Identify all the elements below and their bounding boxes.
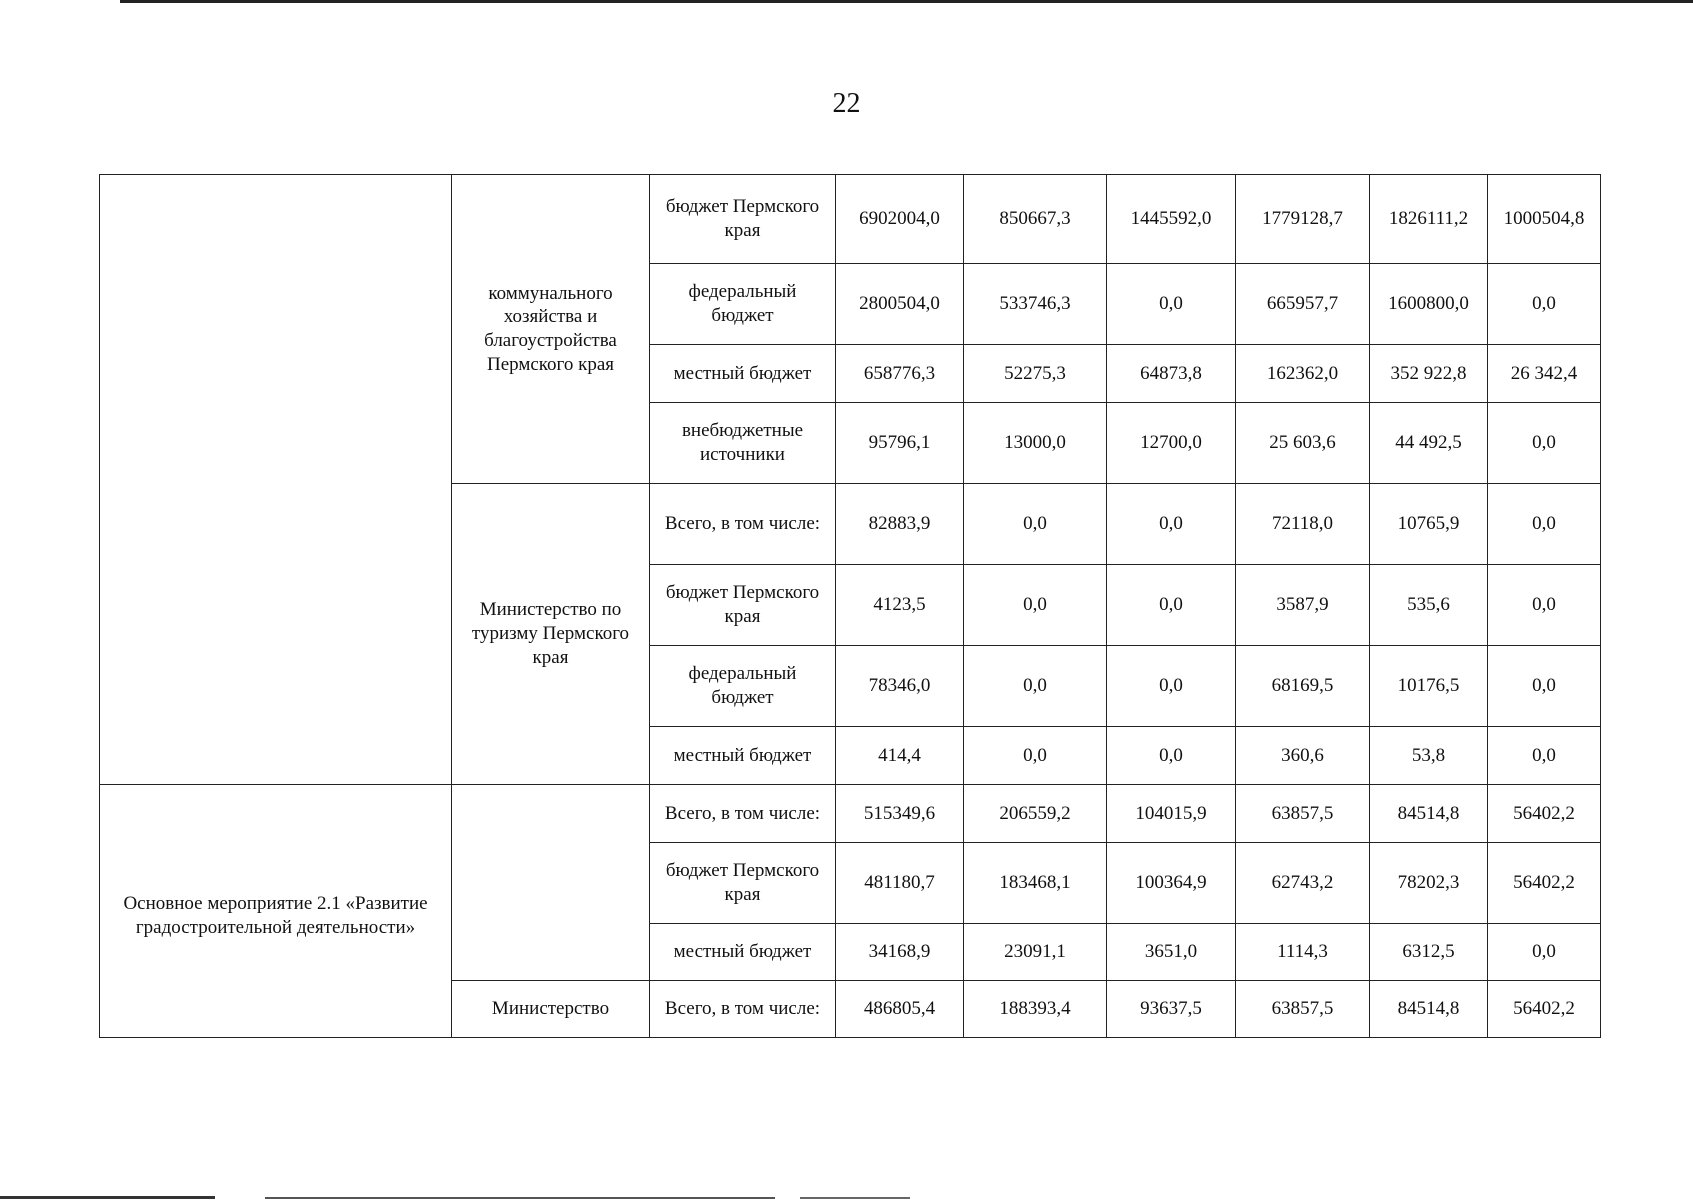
value-cell: 1779128,7	[1236, 175, 1370, 264]
value-cell: 533746,3	[964, 264, 1107, 345]
funding-source: федеральный бюджет	[650, 646, 836, 727]
value-cell: 414,4	[836, 727, 964, 785]
top-scan-rule	[120, 0, 1693, 3]
value-cell: 0,0	[1488, 565, 1601, 646]
funding-source: внебюджетные источники	[650, 403, 836, 484]
value-cell: 1600800,0	[1370, 264, 1488, 345]
value-cell: 82883,9	[836, 484, 964, 565]
responsible-cell: Министерство	[452, 981, 650, 1038]
budget-table	[99, 174, 1601, 1038]
value-cell: 23091,1	[964, 924, 1107, 981]
funding-source: местный бюджет	[650, 924, 836, 981]
value-cell: 206559,2	[964, 785, 1107, 843]
value-cell: 56402,2	[1488, 785, 1601, 843]
value-cell: 850667,3	[964, 175, 1107, 264]
value-cell: 44 492,5	[1370, 403, 1488, 484]
responsible-cell: коммунального хозяйства и благоустройства Пермского края	[452, 175, 650, 484]
value-cell: 78346,0	[836, 646, 964, 727]
responsible-cell	[452, 785, 650, 981]
value-cell: 63857,5	[1236, 785, 1370, 843]
funding-source: местный бюджет	[650, 727, 836, 785]
value-cell: 0,0	[964, 565, 1107, 646]
value-cell: 1445592,0	[1107, 175, 1236, 264]
bottom-scan-rule	[265, 1197, 775, 1199]
value-cell: 486805,4	[836, 981, 964, 1038]
value-cell: 0,0	[1488, 727, 1601, 785]
value-cell: 0,0	[1488, 484, 1601, 565]
value-cell: 665957,7	[1236, 264, 1370, 345]
value-cell: 658776,3	[836, 345, 964, 403]
funding-source: Всего, в том числе:	[650, 981, 836, 1038]
funding-source: Всего, в том числе:	[650, 484, 836, 565]
value-cell: 84514,8	[1370, 785, 1488, 843]
value-cell: 3587,9	[1236, 565, 1370, 646]
value-cell: 0,0	[1107, 646, 1236, 727]
value-cell: 62743,2	[1236, 843, 1370, 924]
value-cell: 10765,9	[1370, 484, 1488, 565]
value-cell: 26 342,4	[1488, 345, 1601, 403]
value-cell: 93637,5	[1107, 981, 1236, 1038]
value-cell: 56402,2	[1488, 843, 1601, 924]
value-cell: 0,0	[1488, 646, 1601, 727]
value-cell: 0,0	[1107, 484, 1236, 565]
bottom-scan-rule	[800, 1197, 910, 1199]
value-cell: 6312,5	[1370, 924, 1488, 981]
value-cell: 1826111,2	[1370, 175, 1488, 264]
value-cell: 34168,9	[836, 924, 964, 981]
value-cell: 1114,3	[1236, 924, 1370, 981]
value-cell: 188393,4	[964, 981, 1107, 1038]
value-cell: 515349,6	[836, 785, 964, 843]
value-cell: 162362,0	[1236, 345, 1370, 403]
value-cell: 352 922,8	[1370, 345, 1488, 403]
value-cell: 0,0	[1107, 264, 1236, 345]
value-cell: 100364,9	[1107, 843, 1236, 924]
value-cell: 535,6	[1370, 565, 1488, 646]
value-cell: 0,0	[1488, 924, 1601, 981]
value-cell: 52275,3	[964, 345, 1107, 403]
value-cell: 0,0	[1107, 565, 1236, 646]
value-cell: 68169,5	[1236, 646, 1370, 727]
funding-source: федеральный бюджет	[650, 264, 836, 345]
value-cell: 0,0	[1107, 727, 1236, 785]
responsible-cell: Министерство по туризму Пермского края	[452, 484, 650, 785]
table-row	[100, 175, 1601, 264]
funding-source: местный бюджет	[650, 345, 836, 403]
funding-source: бюджет Пермского края	[650, 565, 836, 646]
value-cell: 0,0	[964, 646, 1107, 727]
value-cell: 84514,8	[1370, 981, 1488, 1038]
funding-source: бюджет Пермского края	[650, 175, 836, 264]
funding-source: Всего, в том числе:	[650, 785, 836, 843]
table-row	[100, 785, 1601, 843]
value-cell: 4123,5	[836, 565, 964, 646]
value-cell: 10176,5	[1370, 646, 1488, 727]
value-cell: 53,8	[1370, 727, 1488, 785]
value-cell: 481180,7	[836, 843, 964, 924]
bottom-scan-rule	[0, 1196, 215, 1199]
value-cell: 3651,0	[1107, 924, 1236, 981]
value-cell: 6902004,0	[836, 175, 964, 264]
value-cell: 56402,2	[1488, 981, 1601, 1038]
page-number: 22	[832, 88, 861, 119]
value-cell: 1000504,8	[1488, 175, 1601, 264]
value-cell: 12700,0	[1107, 403, 1236, 484]
value-cell: 95796,1	[836, 403, 964, 484]
value-cell: 0,0	[964, 727, 1107, 785]
program-cell: Основное мероприятие 2.1 «Развитие градостроительной деятельности»	[100, 785, 452, 1038]
value-cell: 2800504,0	[836, 264, 964, 345]
value-cell: 0,0	[1488, 403, 1601, 484]
funding-source: бюджет Пермского края	[650, 843, 836, 924]
value-cell: 13000,0	[964, 403, 1107, 484]
value-cell: 64873,8	[1107, 345, 1236, 403]
value-cell: 72118,0	[1236, 484, 1370, 565]
value-cell: 63857,5	[1236, 981, 1370, 1038]
value-cell: 104015,9	[1107, 785, 1236, 843]
value-cell: 183468,1	[964, 843, 1107, 924]
value-cell: 78202,3	[1370, 843, 1488, 924]
value-cell: 0,0	[964, 484, 1107, 565]
value-cell: 0,0	[1488, 264, 1601, 345]
value-cell: 25 603,6	[1236, 403, 1370, 484]
value-cell: 360,6	[1236, 727, 1370, 785]
program-cell	[100, 175, 452, 785]
